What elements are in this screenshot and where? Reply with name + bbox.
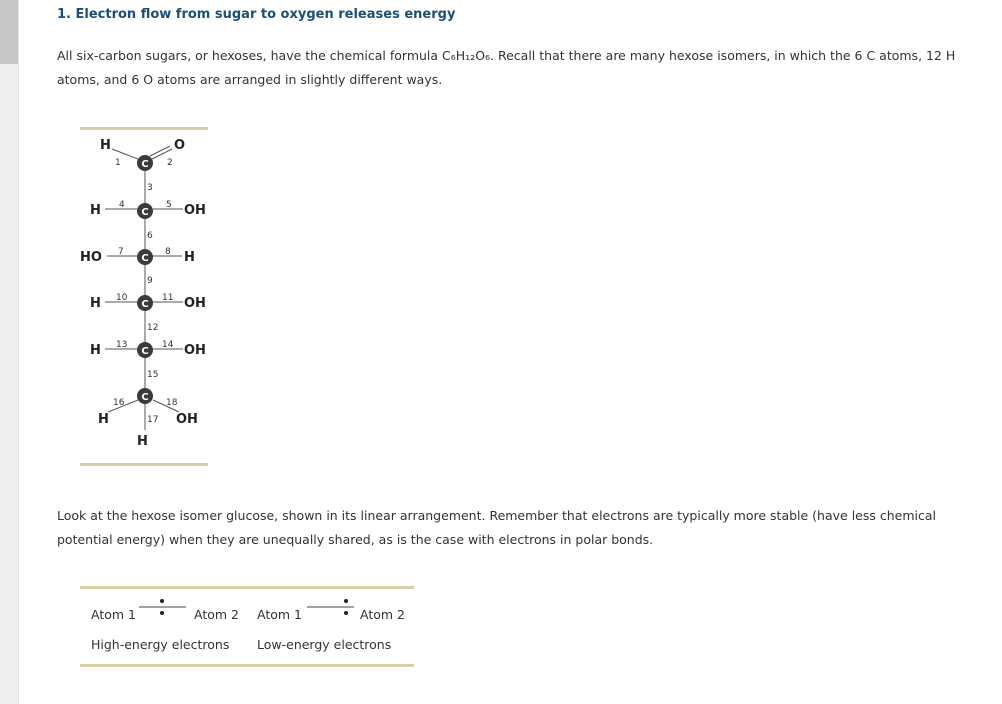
carbon-5 bbox=[137, 342, 153, 358]
carbon-2 bbox=[137, 203, 153, 219]
atom-h-c5: H bbox=[90, 343, 101, 358]
bond-num-4: 4 bbox=[119, 200, 125, 210]
electron-legend bbox=[80, 586, 416, 670]
bond-num-7: 7 bbox=[118, 247, 124, 257]
svg-text:C: C bbox=[141, 299, 149, 310]
legend-low-atom1: Atom 1 bbox=[257, 607, 302, 622]
bond-num-16: 16 bbox=[113, 398, 125, 408]
atom-h-c3: H bbox=[184, 250, 195, 265]
legend-high-atom1: Atom 1 bbox=[91, 607, 136, 622]
legend-low-caption: Low-energy electrons bbox=[257, 637, 392, 652]
bonds bbox=[105, 146, 183, 430]
bond-num-13: 13 bbox=[116, 340, 128, 350]
glucose-structure bbox=[80, 127, 210, 469]
legend-high-atom2: Atom 2 bbox=[194, 607, 239, 622]
svg-text:C: C bbox=[141, 392, 149, 403]
atom-o-top: O bbox=[174, 138, 186, 153]
svg-text:C: C bbox=[141, 346, 149, 357]
atom-h-c6-left: H bbox=[98, 412, 109, 427]
bond-num-14: 14 bbox=[162, 340, 174, 350]
scrollbar-thumb[interactable] bbox=[0, 0, 18, 64]
atom-oh-c6: OH bbox=[176, 412, 198, 427]
bond-num-18: 18 bbox=[166, 398, 178, 408]
carbon-6 bbox=[137, 388, 153, 404]
glucose-diagram bbox=[80, 127, 210, 469]
glucose-paragraph: Look at the hexose isomer glucose, shown in its linear arrangement. Remember that electrons are typically more stable (have less chemical potential energy) when they are unequally shared, as is the case with electrons in polar bonds. bbox=[57, 508, 937, 547]
svg-text:C: C bbox=[141, 159, 149, 170]
legend-high-caption: High-energy electrons bbox=[91, 637, 230, 652]
carbon-1 bbox=[137, 155, 153, 171]
electron-dot bbox=[160, 599, 164, 603]
bond-num-8: 8 bbox=[165, 247, 171, 257]
svg-text:C: C bbox=[141, 207, 149, 218]
atom-h-c4: H bbox=[90, 296, 101, 311]
atom-h-c2: H bbox=[90, 203, 101, 218]
svg-text:C: C bbox=[141, 253, 149, 264]
intro-paragraph: All six-carbon sugars, or hexoses, have the chemical formula C₆H₁₂O₆. Recall that there are many hexose isomers, in which the 6 C atoms, 12 H atoms, and 6 O atoms are arranged in slightly different ways. bbox=[57, 48, 956, 87]
atom-h-top: H bbox=[100, 138, 111, 153]
legend-low-atom2: Atom 2 bbox=[360, 607, 405, 622]
atom-ho-c3: HO bbox=[80, 250, 102, 265]
electron-dot bbox=[344, 599, 348, 603]
atom-oh-c5: OH bbox=[184, 343, 206, 358]
atom-oh-c2: OH bbox=[184, 203, 206, 218]
bond-num-3: 3 bbox=[147, 183, 153, 193]
bond-num-1: 1 bbox=[115, 158, 121, 168]
atom-oh-c4: OH bbox=[184, 296, 206, 311]
low-energy-bond bbox=[307, 599, 354, 615]
atom-h-c6-bottom: H bbox=[137, 434, 148, 449]
left-gutter bbox=[0, 0, 19, 704]
electron-dot bbox=[344, 611, 348, 615]
bond-num-12: 12 bbox=[147, 323, 159, 333]
bond-num-5: 5 bbox=[166, 200, 172, 210]
electron-dot bbox=[160, 611, 164, 615]
section-title: 1. Electron flow from sugar to oxygen releases energy bbox=[57, 7, 456, 22]
carbon-4 bbox=[137, 295, 153, 311]
bond-num-10: 10 bbox=[116, 293, 128, 303]
carbon-3 bbox=[137, 249, 153, 265]
legend-graphics bbox=[80, 586, 416, 670]
bond-num-9: 9 bbox=[147, 276, 153, 286]
bond-num-15: 15 bbox=[147, 370, 159, 380]
bond-num-2: 2 bbox=[167, 158, 173, 168]
bond-num-17: 17 bbox=[147, 415, 159, 425]
high-energy-bond bbox=[139, 599, 186, 615]
bond-num-11: 11 bbox=[162, 293, 174, 303]
bond-num-6: 6 bbox=[147, 231, 153, 241]
